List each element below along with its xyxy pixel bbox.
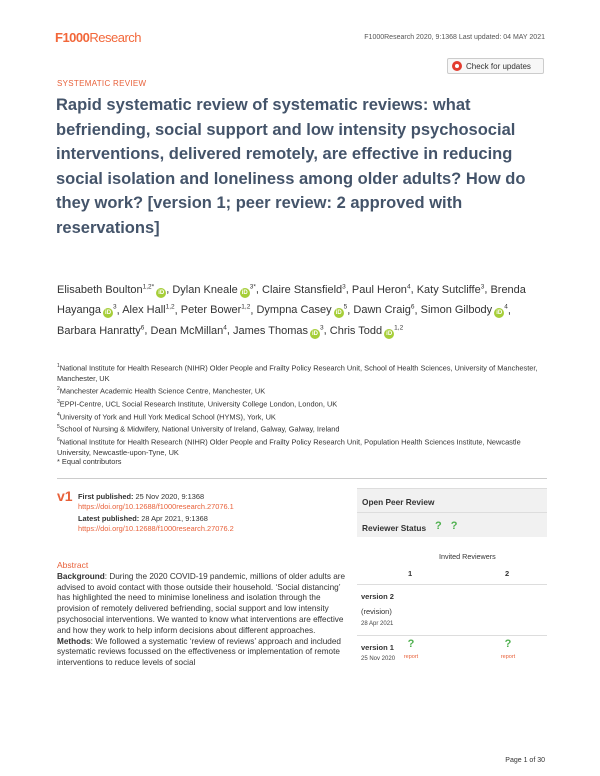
orcid-icon[interactable]: iD <box>312 330 319 337</box>
author[interactable]: Dean McMillan$^4$ <box>150 324 227 337</box>
open-peer-review-panel <box>357 488 547 683</box>
first-published-value: 25 Nov 2020, 9:1368 <box>135 492 205 501</box>
latest-doi-link[interactable]: https://doi.org/10.12688/f1000research.27076.2 <box>78 524 234 533</box>
author[interactable]: James Thomas $iD^3$ <box>233 324 324 337</box>
author[interactable]: Paul Heron$^4$ <box>351 283 411 296</box>
version-2-date: 28 Apr 2021 <box>361 621 394 627</box>
author[interactable]: Alex Hall$^{1,2}$ <box>122 303 175 317</box>
author[interactable]: Dympna Casey $iD^5$ <box>256 303 348 317</box>
affiliation: $^4$University of York and Hull York Medical School (HYMS), York, UK <box>57 411 276 422</box>
divider <box>357 584 547 585</box>
author[interactable]: Dawn Craig$^6$ <box>353 303 415 317</box>
header-meta: F1000Research 2020, 9:1368 Last updated: 04 MAY 2021 <box>364 34 545 41</box>
abstract-background: Background: During the 2020 COVID-19 pandemic, millions of older adults are advised to avoid contact with those outside their household. ‘Social distancing’ has highlighted the need to minimise loneliness and isolation through the provision of remotely delivered befriending, social support and low intensity psychosocial interventions. We wanted to know what interventions are effective and how they work to help inform decisions about different approaches. <box>57 571 346 635</box>
check-updates-icon <box>452 61 462 71</box>
orcid-icon[interactable]: iD <box>158 289 165 296</box>
publication-info <box>78 492 234 534</box>
page-number: Page 1 of 30 <box>505 757 545 764</box>
abstract-methods: Methods: We followed a systematic ‘review of reviews’ approach and included systematic reviews focussed on the effectiveness or implementation of remote interventions to reduce levels of social <box>57 636 341 668</box>
orcid-icon[interactable]: iD <box>241 289 248 296</box>
first-doi-link[interactable]: https://doi.org/10.12688/f1000research.27076.1 <box>78 502 234 511</box>
author[interactable]: Katy Sutcliffe$^3$ <box>416 283 485 296</box>
equal-contributors-note: * Equal contributors <box>57 457 122 466</box>
latest-published-label: Latest published: <box>78 514 140 523</box>
version-badge: v1 <box>57 488 73 504</box>
affiliation: $^6$National Institute for Health Research (NIHR) Older People and Frailty Policy Research Unit, Population Health Sciences Institute, Newcastle University, Newcastle-upon-Tyne, UK <box>57 437 521 457</box>
peer-review-title: Open Peer Review <box>362 497 435 507</box>
article-title: Rapid systematic review of systematic reviews: what befriending, social support and low intensity psychosocial interventions, delivered remotely, are effective in reducing social isolation and loneliness among older adults? How do they work? [version 1; peer review: 2 approved with reservations] <box>56 96 526 237</box>
author[interactable]: Barbara Hanratty$^6$ <box>57 324 145 337</box>
affiliation: $^3$EPPI-Centre, UCL Social Research Institute, University College London, London, UK <box>57 398 338 409</box>
first-published-label: First published: <box>78 492 134 501</box>
check-updates-button[interactable] <box>447 58 544 74</box>
affiliation: $^2$Manchester Academic Health Science Centre, Manchester, UK <box>57 386 266 396</box>
reviewer-status-marks: ? ? <box>435 520 461 532</box>
author[interactable]: Claire Stansfield$^3$ <box>262 283 346 296</box>
affiliation: $^1$National Institute for Health Research (NIHR) Older People and Frailty Policy Research Unit, School of Health Sciences, University of Manchester, Manchester, UK <box>57 363 538 383</box>
orcid-icon[interactable]: iD <box>335 310 342 317</box>
invited-reviewers-label: Invited Reviewers <box>439 552 496 561</box>
author[interactable]: Brenda Hayanga $iD^3$ <box>57 283 526 317</box>
divider <box>357 635 547 636</box>
reviewer-col-1: 1 <box>408 569 413 578</box>
journal-logo: F1000Research <box>55 30 142 45</box>
abstract-heading: Abstract <box>57 560 89 570</box>
version-1-date: 25 Nov 2020 <box>361 656 396 662</box>
orcid-icon[interactable]: iD <box>105 310 112 317</box>
author[interactable]: Chris Todd iD$^{1,2}$ <box>329 324 404 337</box>
check-updates-label: Check for updates <box>466 61 531 71</box>
divider <box>357 512 547 513</box>
affiliations <box>57 361 547 458</box>
author[interactable]: Simon Gilbody $iD^4$ <box>420 303 508 317</box>
author[interactable]: Dylan Kneale $iD^{3*}$ <box>172 283 256 296</box>
reviewer-2-report-link[interactable]: report <box>500 654 516 660</box>
version-2-sub: (revision) <box>361 607 392 616</box>
version-1-label[interactable]: version 1 <box>361 643 394 652</box>
reviewer-1-status-icon: ? <box>407 638 415 650</box>
orcid-icon[interactable]: iD <box>386 330 393 337</box>
article-type: SYSTEMATIC REVIEW <box>57 79 147 88</box>
reviewer-table <box>357 537 547 684</box>
author[interactable]: Peter Bower$^{1,2}$ <box>180 303 251 317</box>
reviewer-status-label: Reviewer Status <box>362 523 427 533</box>
version-2-label: version 2 <box>361 592 394 601</box>
orcid-icon[interactable]: iD <box>496 310 503 317</box>
reviewer-2-status-icon: ? <box>504 638 512 650</box>
author[interactable]: Elisabeth Boulton$^{1,2*}$iD <box>57 283 165 296</box>
reviewer-col-2: 2 <box>505 569 510 578</box>
author-list: Elisabeth Boulton$^{1,2*}$iD , Dylan Kneale $iD^{3*}$, Claire Stansfield$^3$, Paul Heron$^4$, Katy Sutcliffe$^3$, Brenda Hayanga $iD^3$, Alex Hall$^{1,2}$, Peter Bower$^{1,2}$, Dympna Casey $iD^5$, Dawn Craig$^6$, Simon Gilbody $iD^4$, Barbara Hanratty$^6$, Dean McMillan$^4$, James Thomas $iD^3$, Chris Todd iD$^{1,2}$ <box>57 283 526 337</box>
affiliation: $^5$School of Nursing & Midwifery, National University of Ireland, Galway, Galway, Ireland <box>57 424 340 434</box>
abstract <box>57 560 347 669</box>
divider <box>57 478 547 479</box>
reviewer-1-report-link[interactable]: report <box>403 654 419 660</box>
latest-published-value: 28 Apr 2021, 9:1368 <box>141 514 208 523</box>
